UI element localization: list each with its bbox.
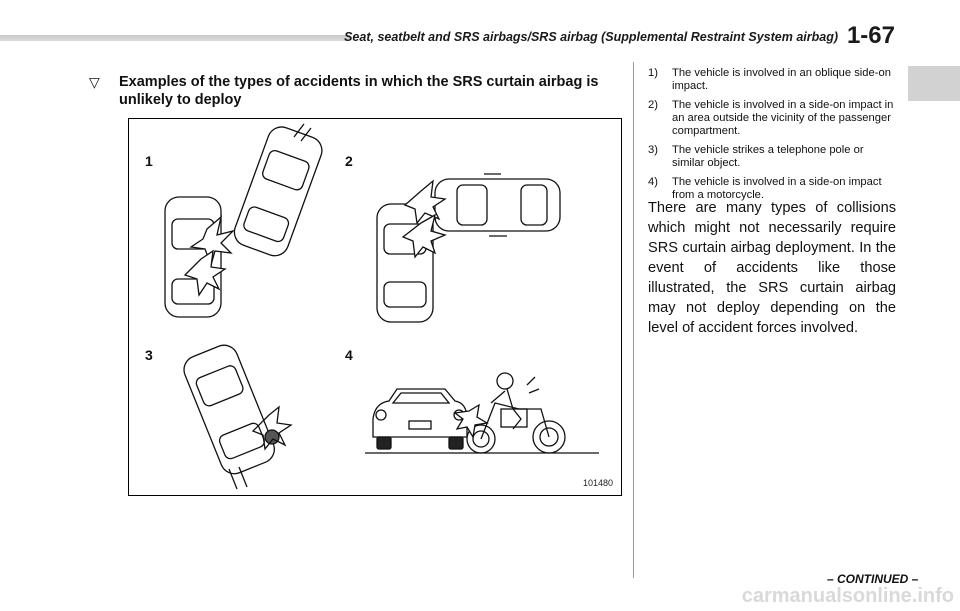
figure-label-1: 1 xyxy=(145,153,153,169)
triangle-marker-icon: ▽ xyxy=(89,74,100,90)
list-item-text: The vehicle strikes a telephone pole or similar object. xyxy=(672,144,864,169)
scene-oblique-impact xyxy=(165,123,326,317)
scene-pole-strike xyxy=(180,341,291,489)
illustration-drawing xyxy=(129,119,623,497)
list-item-number: 1) xyxy=(648,67,658,79)
section-heading xyxy=(89,73,629,109)
page-number: 1-67 xyxy=(846,22,895,49)
heading-text: Examples of the types of accidents in which the SRS curtain airbag is unlikely to deploy xyxy=(119,74,599,108)
figure-label-2: 2 xyxy=(345,153,353,169)
list-item-number: 4) xyxy=(648,176,658,188)
list-item xyxy=(648,99,896,138)
list-item-number: 3) xyxy=(648,144,658,156)
figure-label-4: 4 xyxy=(345,347,353,363)
list-item-text: The vehicle is involved in a side-on impact in an area outside the vicinity of the passenger compartment. xyxy=(672,99,894,137)
watermark: carmanualsonline.info xyxy=(741,585,954,607)
figure-label-3: 3 xyxy=(145,347,153,363)
chapter-tab xyxy=(908,66,960,101)
header-rule xyxy=(0,35,350,41)
column-divider xyxy=(633,62,634,578)
section-title: Seat, seatbelt and SRS airbags/SRS airbag (Supplemental Restraint System airbag) xyxy=(344,30,838,44)
explanation-paragraph: There are many types of collisions which might not necessarily require SRS curtain airbag deployment. In the event of accidents like those illustrated, the SRS curtain airbag may not deploy depending on the level of accident forces involved. xyxy=(648,200,896,336)
scene-motorcycle-impact xyxy=(365,373,599,453)
list-item xyxy=(648,144,896,170)
list-item-number: 2) xyxy=(648,99,658,111)
accident-illustration xyxy=(128,118,622,496)
list-item xyxy=(648,67,896,93)
continued-label: – CONTINUED – xyxy=(827,572,919,586)
list-item-text: The vehicle is involved in an oblique side-on impact. xyxy=(672,67,891,92)
figure-code: 101480 xyxy=(582,478,613,488)
scene-side-impact xyxy=(377,174,560,322)
accident-list xyxy=(648,67,896,208)
list-item-text: The vehicle is involved in a side-on impact from a motorcycle. xyxy=(672,176,882,201)
